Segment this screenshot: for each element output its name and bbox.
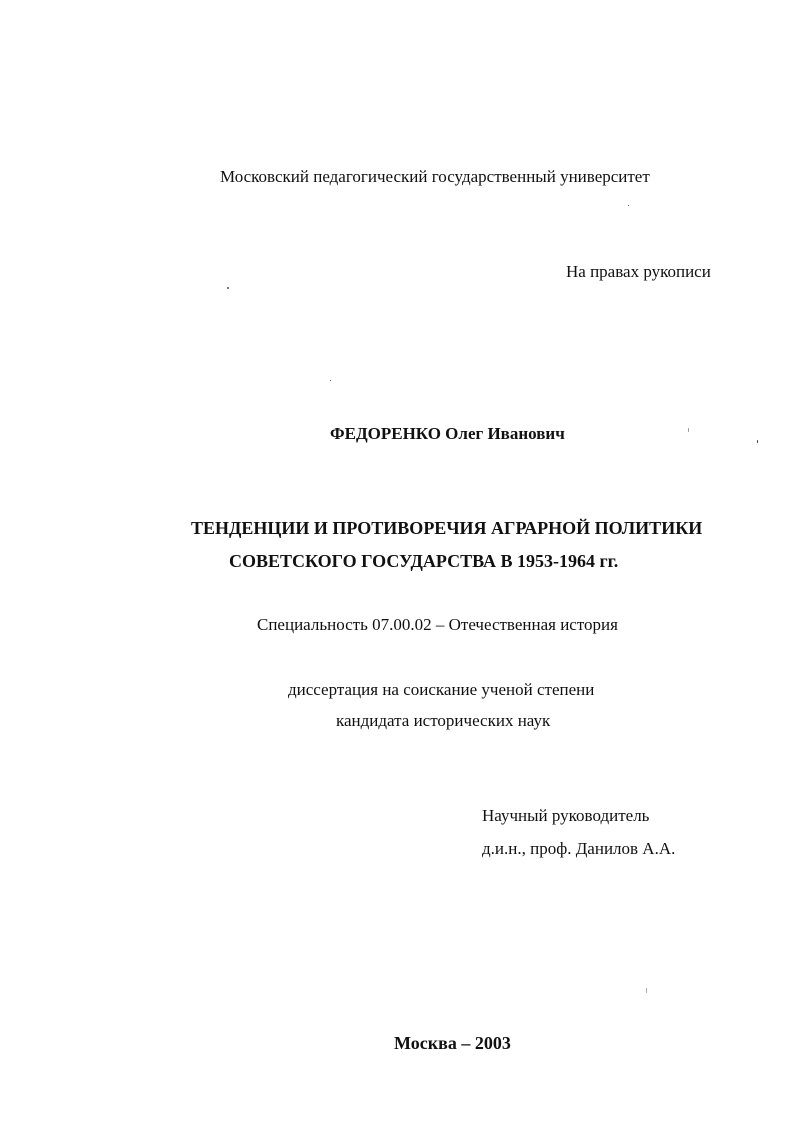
supervisor-label: Научный руководитель (482, 806, 650, 825)
scan-speck (227, 287, 229, 289)
scan-speck (757, 440, 758, 443)
degree-line1: диссертация на соискание ученой степени (288, 680, 595, 699)
university-name: Московский педагогический государственный университет (220, 167, 650, 186)
degree-line2: кандидата исторических наук (336, 711, 551, 730)
specialty: Специальность 07.00.02 – Отечественная история (257, 615, 618, 634)
scan-speck (628, 205, 629, 206)
city-year: Москва – 2003 (394, 1033, 511, 1053)
rights-note: На правах рукописи (566, 262, 711, 281)
scan-speck (688, 428, 689, 432)
scan-speck (330, 380, 331, 381)
supervisor-name: д.и.н., проф. Данилов А.А. (482, 839, 676, 858)
scan-speck (646, 988, 647, 993)
dissertation-title-line1: ТЕНДЕНЦИИ И ПРОТИВОРЕЧИЯ АГРАРНОЙ ПОЛИТИКИ (191, 518, 703, 538)
dissertation-title-line2: СОВЕТСКОГО ГОСУДАРСТВА В 1953-1964 гг. (229, 551, 619, 571)
author-name: ФЕДОРЕНКО Олег Иванович (330, 424, 565, 443)
